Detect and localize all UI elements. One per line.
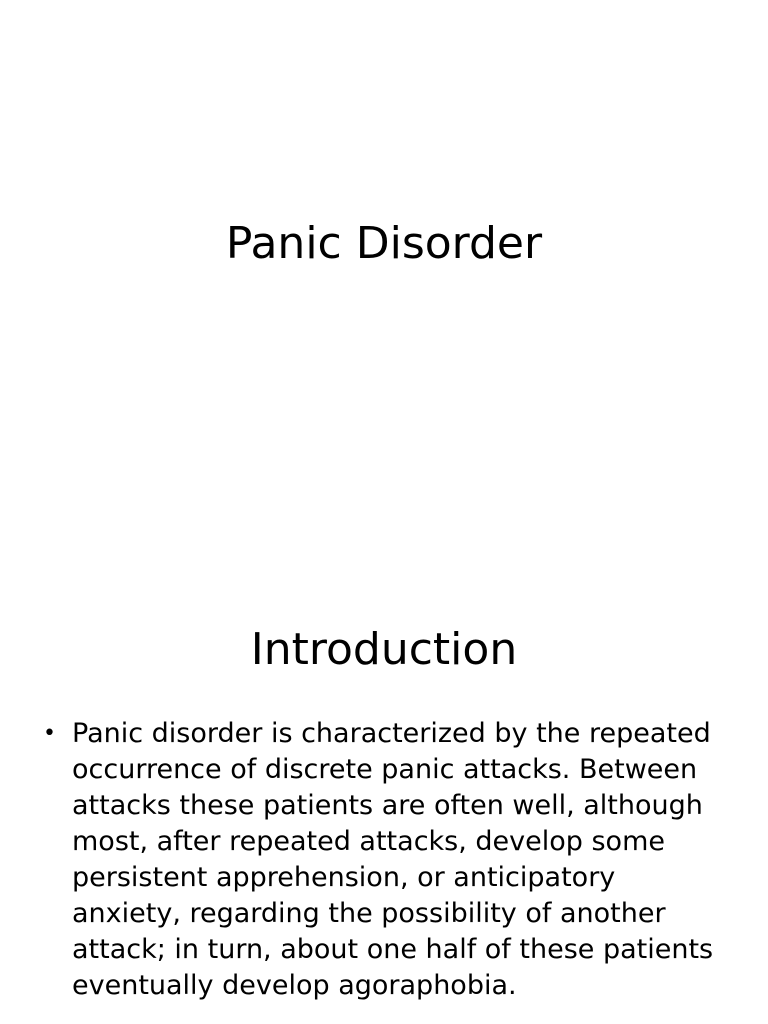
bullet-text: Panic disorder is characterized by the repeated occurrence of discrete panic attacks. Between attacks these patients are often well, although most, after repeated attacks, develop some persistent apprehension, or anticipatory anxiety, regarding the possibility of another attack; in turn, about one half of these patients eventually develop agoraphobia. <box>72 718 714 1001</box>
slide-title: Panic Disorder <box>225 218 543 269</box>
slide-heading: Introduction <box>250 624 518 675</box>
bullet-list <box>40 716 730 1004</box>
bullet-item <box>40 716 730 1004</box>
bullet-icon: • <box>43 721 56 746</box>
introduction-slide <box>0 576 768 1024</box>
